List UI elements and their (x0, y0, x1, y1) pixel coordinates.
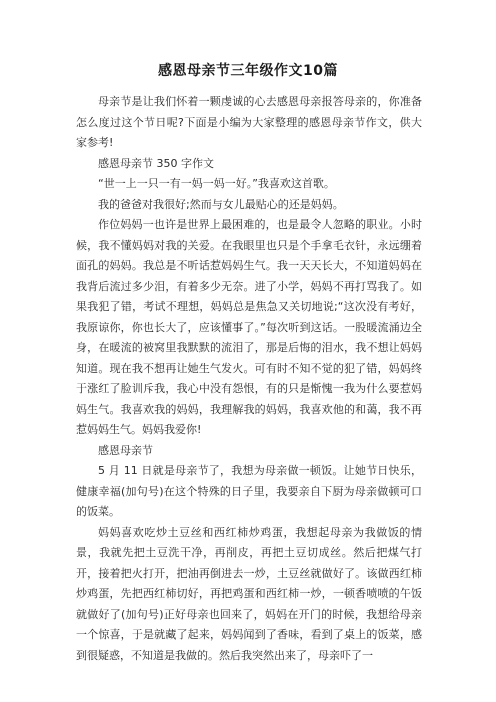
document-body (76, 92, 422, 666)
document-title: 感恩母亲节三年级作文10篇 (158, 63, 338, 79)
section-heading: 感恩母亲节 350 字作文 (98, 156, 214, 170)
paragraph: 作位妈妈一也许是世界上最困难的，也是最令人忽略的职业。小时候，我不懂妈妈对我的关爱。在我眼里也只是个手拿毛衣针，永远绷着面孔的妈妈。我总是不听话惹妈妈生气。我一天天长大，不知道妈妈在我背后流过多少泪，有着多少无奈。进了小学，妈妈不再打骂我了。如果我犯了错，考试不理想，妈妈总是焦急又关切地说;“这次没有考好，我原谅你，你也长大了，应该懂事了。”每次听到这话。一股暖流涌边全身，在暖流的被窝里我默默的流泪了，那是后悔的泪水，我不想让妈妈知道。现在我不想再让她生气发火。可有时不知不觉的犯了错，妈妈终于涨红了脸训斥我，我心中没有怨恨，有的只是惭愧一我为什么要惹妈妈生气。我喜欢我的妈妈，我理解我的妈妈，我喜欢他的和蔼，我不再惹妈妈生气。妈妈我爱你! (76, 218, 422, 436)
section-heading: 感恩母亲节 (98, 443, 153, 457)
paragraph: 我的爸爸对我很好;然而与女儿最贴心的还是妈妈。 (98, 197, 344, 211)
paragraph: 妈妈喜欢吃炒土豆丝和西红柿炒鸡蛋，我想起母亲为我做饭的情景，我就先把土豆洗干净，再削皮，再把土豆切成丝。然后把煤气打开，接着把火打开，把油再倒进去一炒，土豆丝就做好了。该做西红柿炒鸡蛋，先把西红柿切好，再把鸡蛋和西红柿一炒，一顿香喷喷的午饭就做好了(加句号)正好母亲也回来了，妈妈在开门的时候，我想给母亲一个惊喜，于是就藏了起来，妈妈闻到了香味，看到了桌上的饭菜，感到很疑惑，不知道是我做的。然后我突然出来了，母亲吓了一 (76, 525, 422, 662)
paragraph: 5 月 11 日就是母亲节了，我想为母亲做一顿饭。让她节日快乐，健康幸福(加句号)在这个特殊的日子里，我要亲自下厨为母亲做顿可口的饭菜。 (76, 464, 422, 518)
paragraph: 母亲节是让我们怀着一颗虔诚的心去感恩母亲报答母亲的，你准备怎么度过这个节日呢?下面是小编为大家整理的感恩母亲节作文，供大家参考! (76, 95, 422, 149)
paragraph: “世一上一只一有一妈一妈一好。”我喜欢这首歌。 (98, 177, 335, 190)
